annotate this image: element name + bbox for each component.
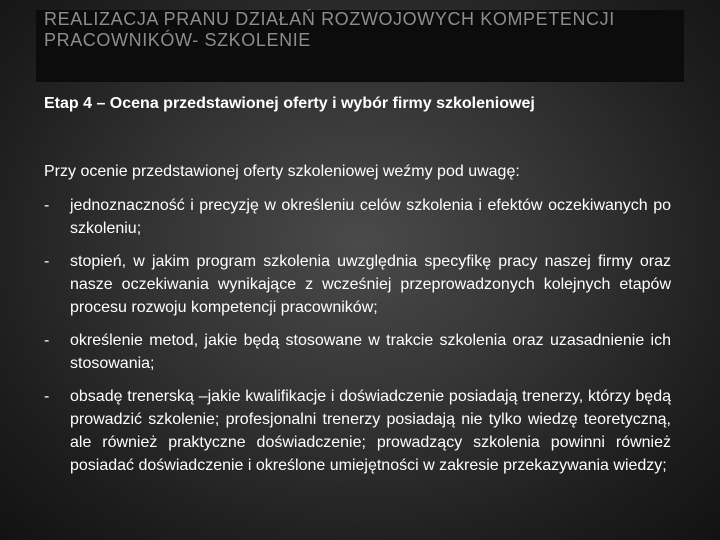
bullet-text: jednoznaczność i precyzję w określeniu celów szkolenia i efektów oczekiwanych po szkoleniu;	[70, 197, 671, 237]
bullet-item	[44, 329, 671, 375]
bullet-item	[44, 385, 671, 477]
bullet-list	[44, 194, 671, 487]
slide-title: REALIZACJA PRANU DZIAŁAŃ ROZWOJOWYCH KOMPETENCJI PRACOWNIKÓW- SZKOLENIE	[44, 9, 615, 50]
bullet-text: określenie metod, jakie będą stosowane w trakcie szkolenia oraz uzasadnienie ich stosowania;	[70, 332, 671, 372]
slide-subtitle: Etap 4 – Ocena przedstawionej oferty i wybór firmy szkoleniowej	[44, 95, 535, 112]
bullet-marker: -	[44, 388, 50, 405]
bullet-marker: -	[44, 197, 50, 214]
bullet-item	[44, 194, 671, 240]
bullet-item	[44, 250, 671, 319]
bullet-text: stopień, w jakim program szkolenia uwzględnia specyfikę pracy naszej firmy oraz nasze oczekiwania wynikające z wcześniej przeprowadzonych kolejnych etapów procesu rozwoju kompetencji pracowników;	[70, 253, 671, 316]
bullet-text: obsadę trenerską –jakie kwalifikacje i doświadczenie posiadają trenerzy, którzy będą prowadzić szkolenie; profesjonalni trenerzy posiadają nie tylko wiedzę teoretyczną, ale również praktyczne doświadczenie; prowadzący szkolenia powinni również posiadać doświadczenie i określone umiejętności w zakresie przekazywania wiedzy;	[70, 388, 671, 474]
bullet-marker: -	[44, 253, 50, 270]
intro-text: Przy ocenie przedstawionej oferty szkoleniowej weźmy pod uwagę:	[44, 163, 520, 180]
bullet-marker: -	[44, 332, 50, 349]
